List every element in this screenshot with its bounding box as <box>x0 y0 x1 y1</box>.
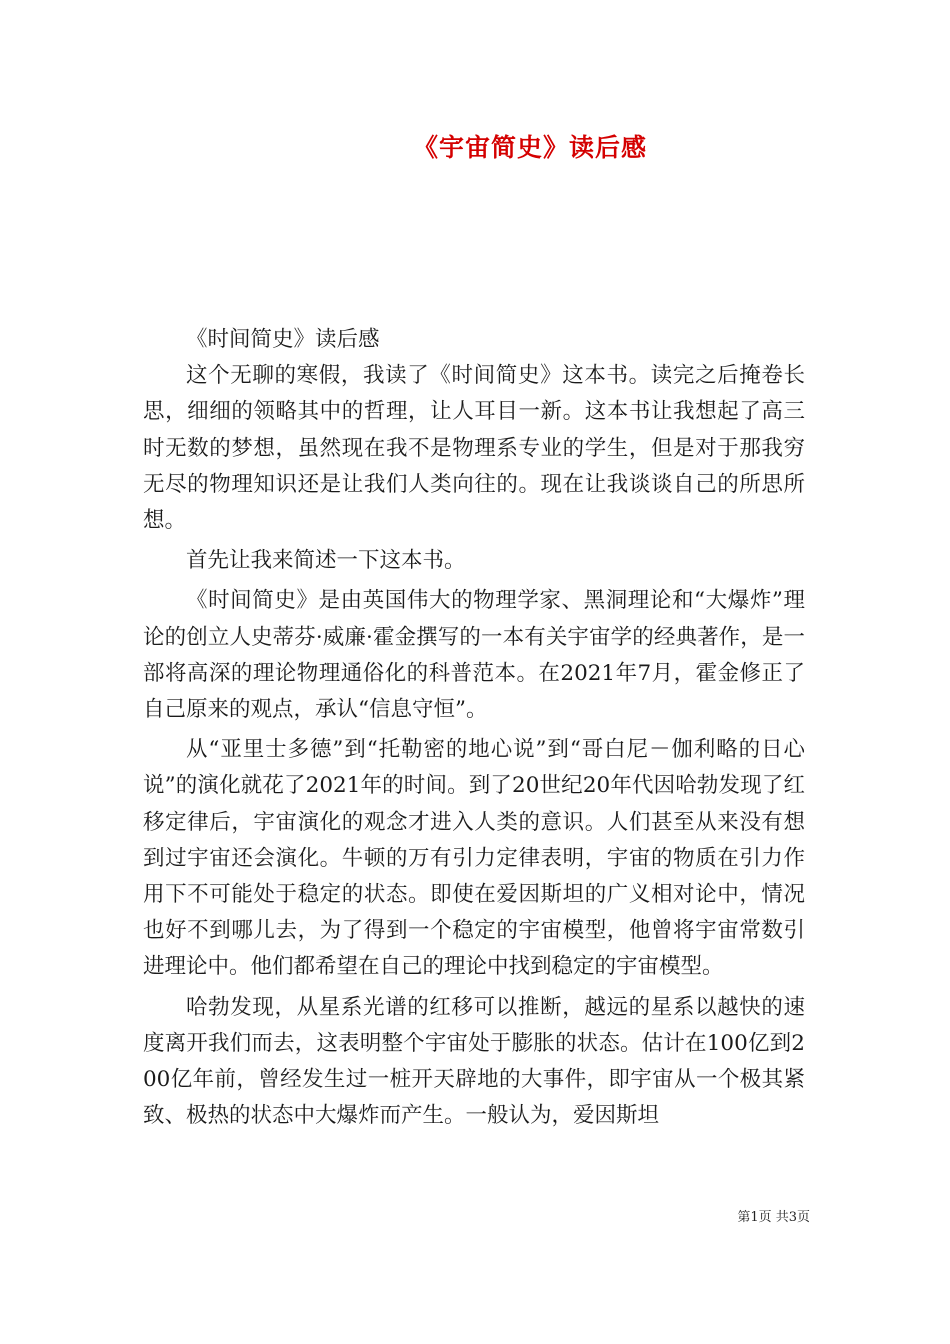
paragraph-book-description: 《时间简史》是由英国伟大的物理学家、黑洞理论和“大爆炸”理论的创立人史蒂芬·威廉·霍金撰写的一本有关宇宙学的经典著作，是一部将高深的理论物理通俗化的科普范本。在2021年7月，霍金修正了自己原来的观点，承认“信息守恒”。 <box>143 588 805 723</box>
paragraph-hubble: 哈勃发现，从星系光谱的红移可以推断，越远的星系以越快的速度离开我们而去，这表明整个宇宙处于膨胀的状态。估计在100亿到200亿年前，曾经发生过一桩开天辟地的大事件，即宇宙从一个极其紧致、极热的状态中大爆炸而产生。一般认为，爱因斯坦 <box>143 994 805 1129</box>
paragraph-intro: 这个无聊的寒假，我读了《时间简史》这本书。读完之后掩卷长思，细细的领略其中的哲理，让人耳目一新。这本书让我想起了高三时无数的梦想，虽然现在我不是物理系专业的学生，但是对于那我穷无尽的物理知识还是让我们人类向往的。现在让我谈谈自己的所思所想。 <box>143 363 805 534</box>
paragraph-summary-lead: 首先让我来简述一下这本书。 <box>186 548 466 574</box>
document-body <box>143 322 805 1134</box>
article-subtitle: 《时间简史》读后感 <box>186 327 380 352</box>
document-title: 《宇宙简史》读后感 <box>412 133 647 162</box>
paragraph-history: 从“亚里士多德”到“托勒密的地心说”到“哥白尼－伽利略的日心说”的演化就花了2021年的时间。到了20世纪20年代因哈勃发现了红移定律后，宇宙演化的观念才进入人类的意识。人们甚至从来没有想到过宇宙还会演化。牛顿的万有引力定律表明，宇宙的物质在引力作用下不可能处于稳定的状态。即使在爱因斯坦的广义相对论中，情况也好不到哪儿去，为了得到一个稳定的宇宙模型，他曾将宇宙常数引进理论中。他们都希望在自己的理论中找到稳定的宇宙模型。 <box>143 737 805 980</box>
page-number: 第1页 共3页 <box>737 1210 810 1225</box>
